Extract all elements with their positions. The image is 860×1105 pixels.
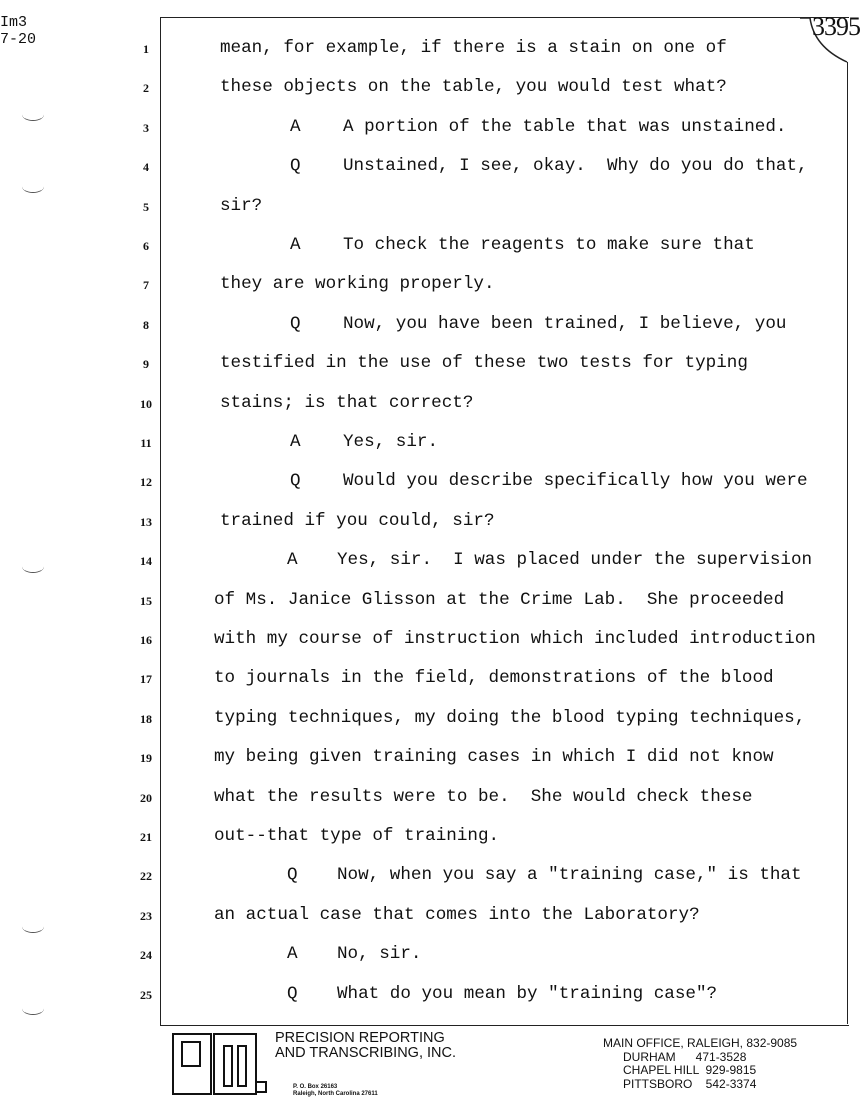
speaker-label: Q	[287, 983, 298, 1004]
firm-name-line2: AND TRANSCRIBING, INC.	[275, 1045, 457, 1061]
transcript-line	[0, 708, 860, 730]
line-number: 7	[143, 278, 149, 293]
line-number: 16	[140, 633, 152, 647]
transcript-line	[0, 905, 860, 927]
margin-note-2: 7-20	[0, 31, 37, 48]
line-number: 2	[143, 81, 149, 96]
hole-punch-mark	[22, 180, 44, 193]
line-text: to journals in the field, demonstrations of the blood	[214, 668, 774, 689]
line-number: 6	[143, 239, 149, 253]
office-pittsboro: PITTSBORO 542-3374	[623, 1076, 757, 1091]
transcript-line	[0, 787, 860, 809]
line-number: 24	[140, 948, 152, 963]
transcript-line	[0, 156, 860, 178]
line-text: my being given training cases in which I did not know	[214, 747, 774, 768]
speaker-label: A	[290, 116, 301, 137]
transcript-line	[0, 865, 860, 887]
address-line2: Raleigh, North Carolina 27611	[293, 1091, 378, 1097]
transcript-line	[0, 432, 860, 454]
transcript-line	[0, 590, 860, 612]
office-main: MAIN OFFICE, RALEIGH, 832-9085	[603, 1036, 798, 1050]
office-phone-list	[603, 1037, 797, 1091]
transcript-line	[0, 629, 860, 651]
transcript-line	[0, 77, 860, 99]
line-number: 12	[140, 475, 152, 490]
line-text: Yes, sir.	[343, 432, 439, 452]
line-text: stains; is that correct?	[220, 392, 474, 413]
transcript-line	[0, 511, 860, 533]
transcript-line	[0, 944, 860, 966]
line-text: trained if you could, sir?	[220, 510, 495, 531]
line-number: 22	[140, 869, 152, 884]
transcript-line	[0, 314, 860, 336]
line-number: 13	[140, 514, 152, 529]
line-number: 17	[140, 672, 152, 687]
transcript-line	[0, 196, 860, 218]
speaker-label: A	[290, 432, 301, 452]
firm-address	[293, 1084, 378, 1098]
line-text: Would you describe specifically how you were	[343, 471, 808, 492]
transcript-line	[0, 984, 860, 1006]
margin-note-1: Im3	[0, 14, 28, 31]
line-number: 10	[140, 396, 152, 411]
office-chapel-hill: CHAPEL HILL 929-9815	[623, 1063, 757, 1077]
line-text: these objects on the table, you would test what?	[220, 77, 727, 98]
speaker-label: A	[290, 235, 301, 255]
line-text: with my course of instruction which included introduction	[214, 629, 816, 649]
firm-name	[275, 1031, 456, 1061]
line-text: Unstained, I see, okay. Why do you do that,	[343, 156, 808, 177]
line-number: 14	[140, 554, 152, 569]
line-text: No, sir.	[337, 944, 422, 965]
line-number: 4	[143, 160, 149, 175]
line-text: What do you mean by "training case"?	[337, 983, 718, 1004]
line-number: 9	[143, 357, 149, 372]
line-number: 1	[143, 42, 149, 56]
transcript-line	[0, 826, 860, 848]
transcript-line	[0, 353, 860, 375]
page-number: 3395	[812, 12, 860, 41]
line-number: 15	[140, 593, 152, 608]
line-text: mean, for example, if there is a stain on one of	[220, 38, 727, 58]
line-text: an actual case that comes into the Laboratory?	[214, 904, 700, 925]
transcript-line	[0, 393, 860, 415]
office-durham: DURHAM 471-3528	[623, 1049, 747, 1064]
line-number: 20	[140, 790, 152, 805]
transcript-line	[0, 235, 860, 257]
speaker-label: A	[287, 550, 298, 571]
line-text: Now, you have been trained, I believe, you	[343, 313, 787, 334]
line-text: Yes, sir. I was placed under the supervision	[337, 550, 813, 571]
transcript-line	[0, 550, 860, 572]
line-number: 21	[140, 830, 152, 844]
company-logo	[172, 1032, 267, 1098]
line-number: 25	[140, 987, 152, 1002]
line-text: sir?	[220, 195, 263, 216]
line-text: Now, when you say a "training case," is that	[337, 865, 802, 886]
line-number: 23	[140, 908, 152, 923]
transcript-line	[0, 38, 860, 60]
speaker-label: Q	[290, 313, 301, 334]
speaker-label: Q	[290, 471, 301, 492]
speaker-label: Q	[287, 865, 298, 886]
line-number: 18	[140, 711, 152, 726]
address-line1: P. O. Box 26163	[293, 1084, 338, 1090]
line-text: what the results were to be. She would check these	[214, 786, 753, 807]
line-number: 5	[143, 199, 149, 214]
line-text: A portion of the table that was unstained.	[343, 116, 787, 137]
line-text: To check the reagents to make sure that	[343, 235, 755, 255]
transcript-line	[0, 274, 860, 296]
line-number: 3	[143, 120, 149, 135]
speaker-label: A	[287, 944, 298, 965]
line-text: they are working properly.	[220, 274, 495, 295]
transcript-line	[0, 668, 860, 690]
transcript-line	[0, 117, 860, 139]
firm-name-line1: PRECISION REPORTING	[275, 1030, 445, 1046]
transcript-line	[0, 747, 860, 769]
line-number: 8	[143, 317, 149, 332]
line-text: testified in the use of these two tests for typing	[220, 353, 748, 374]
line-number: 19	[140, 751, 152, 766]
transcript-line	[0, 471, 860, 493]
speaker-label: Q	[290, 156, 301, 177]
line-text: out--that type of training.	[214, 826, 500, 846]
line-text: typing techniques, my doing the blood typing techniques,	[214, 707, 806, 728]
line-number: 11	[140, 436, 152, 450]
line-text: of Ms. Janice Glisson at the Crime Lab. She proceeded	[214, 589, 785, 610]
